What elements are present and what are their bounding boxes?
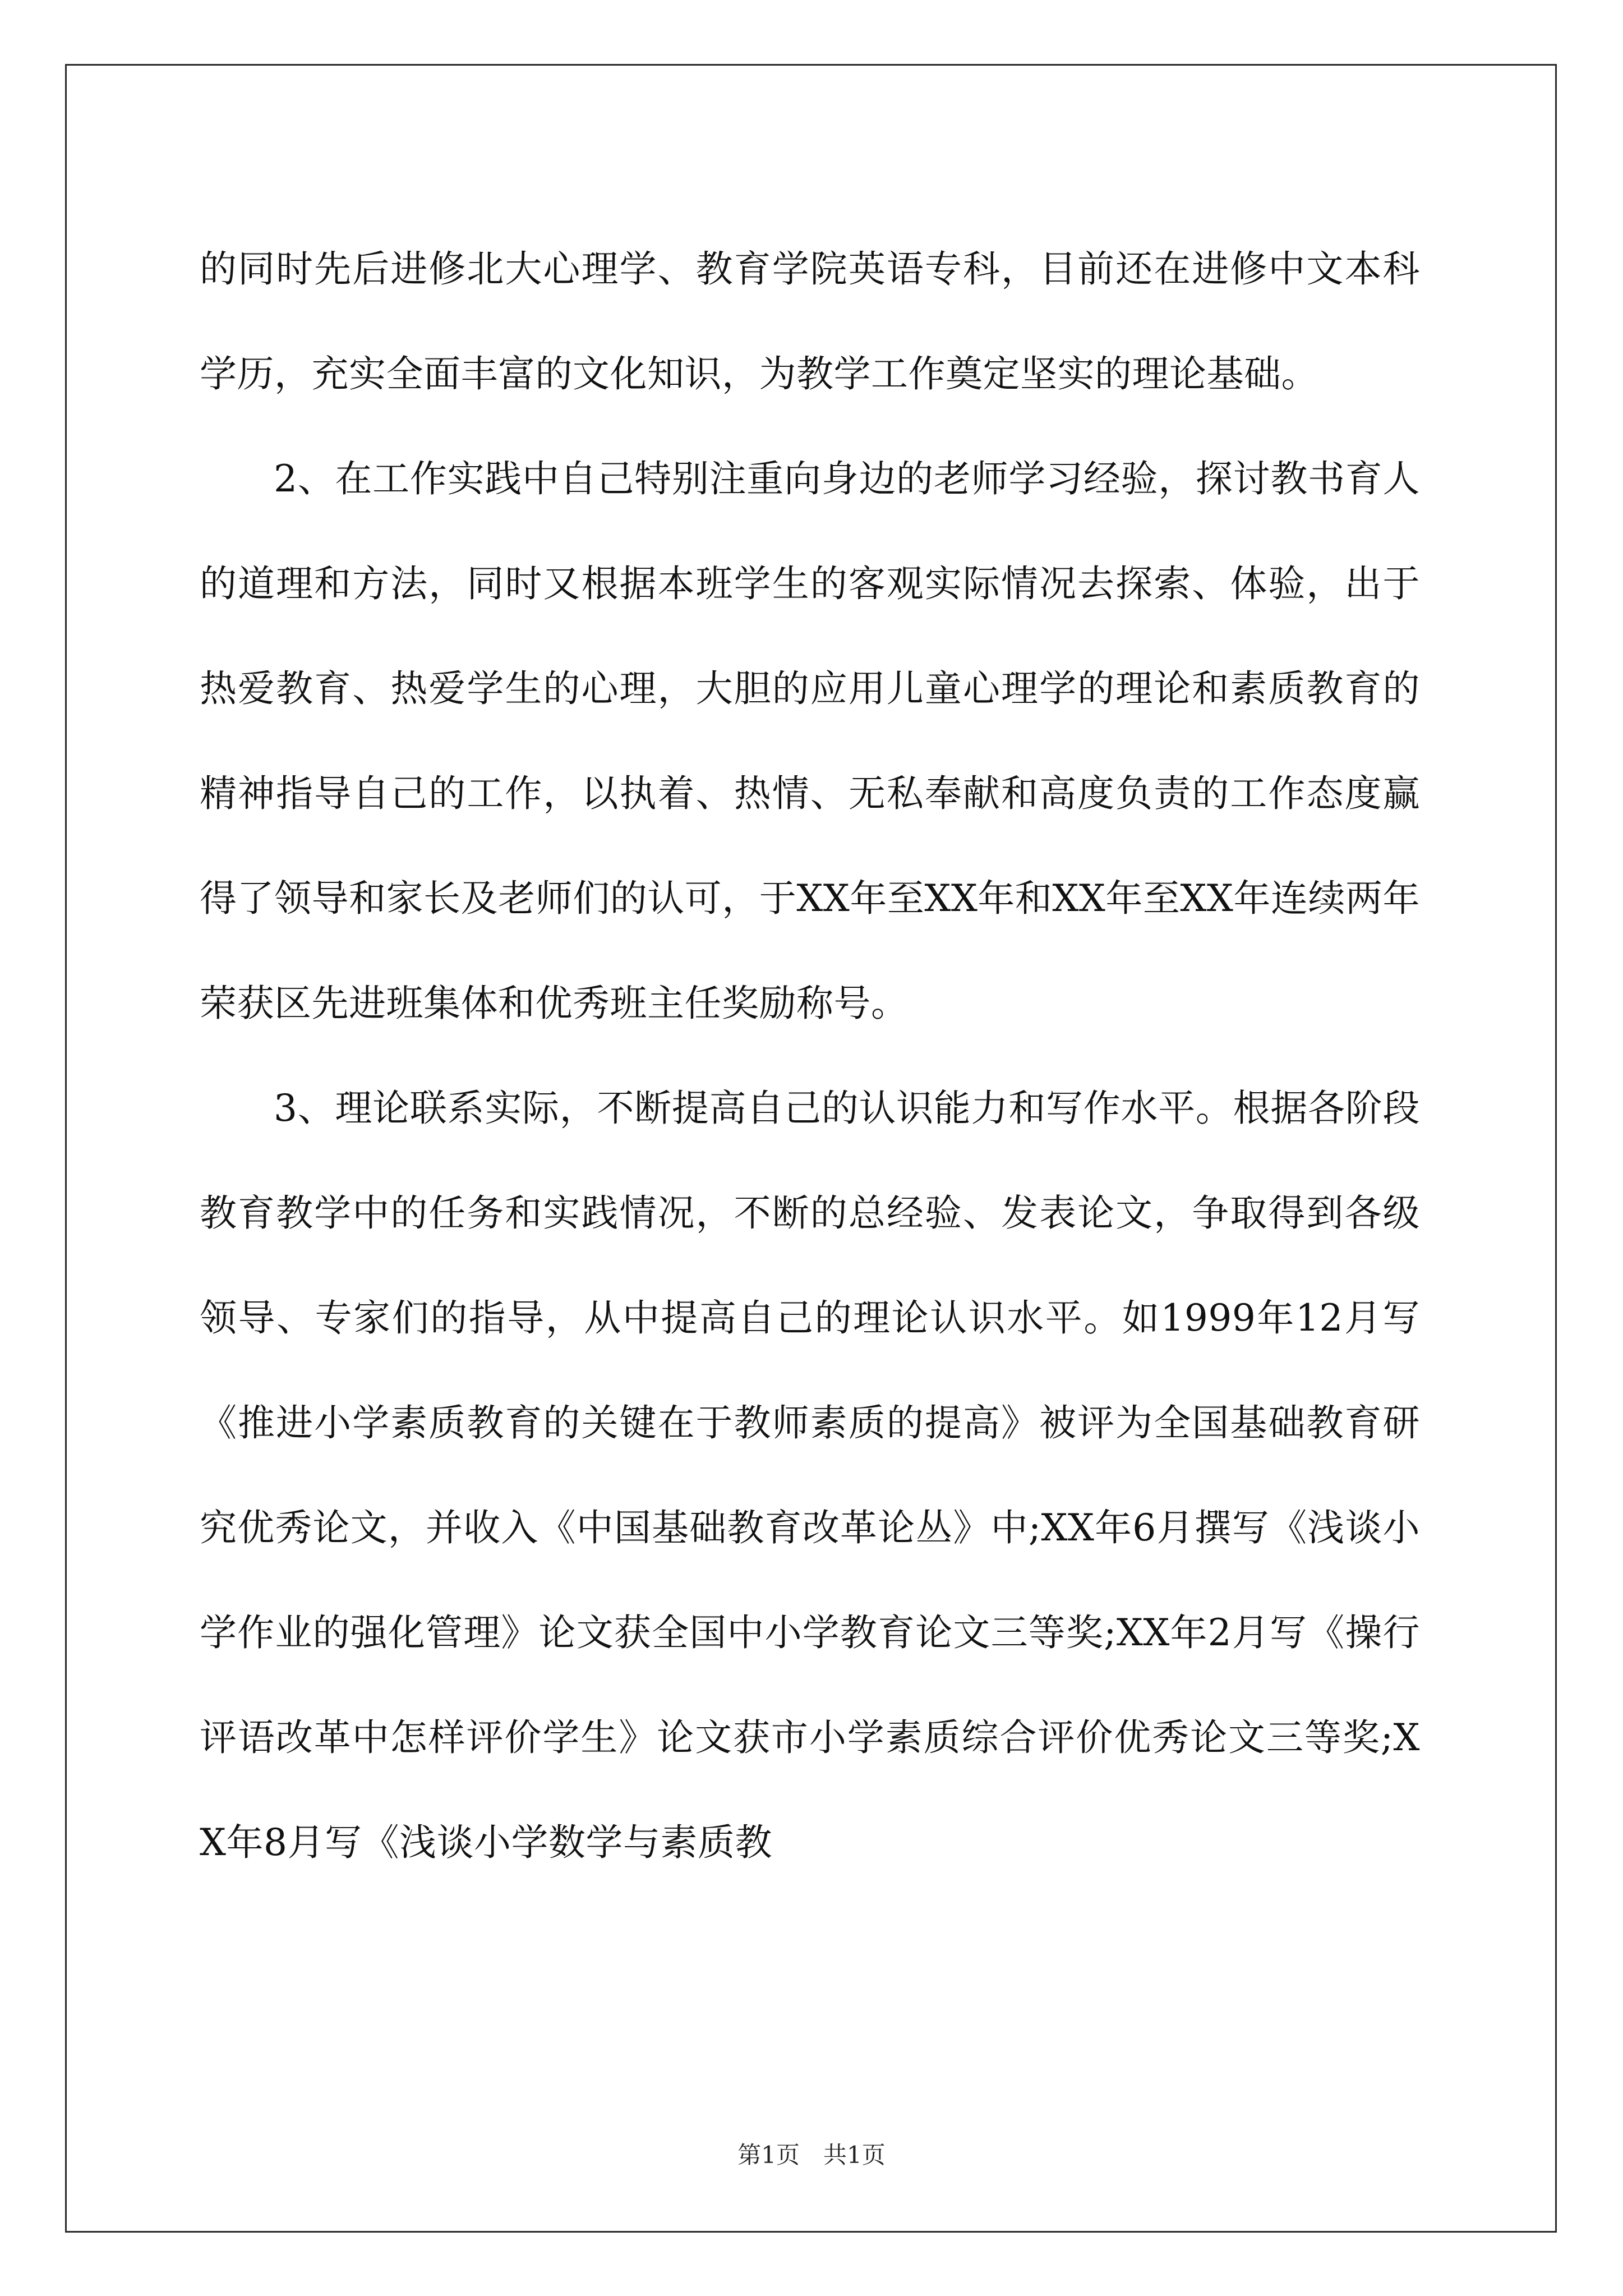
paragraph-2: 2、在工作实践中自己特别注重向身边的老师学习经验，探讨教书育人的道理和方法，同时又根据本班学生的客观实际情况去探索、体验，出于热爱教育、热爱学生的心理，大胆的应用儿童心理学的理论和素质教育的精神指导自己的工作，以执着、热情、无私奉献和高度负责的工作态度赢得了领导和家长及老师们的认可，于XX年至XX年和XX年至XX年连续两年荣获区先进班集体和优秀班主任奖励称号。 <box>200 457 1420 1025</box>
page-footer <box>0 2138 1623 2172</box>
document-body <box>200 217 1420 1895</box>
paragraph-1: 的同时先后进修北大心理学、教育学院英语专科，目前还在进修中文本科学历，充实全面丰富的文化知识，为教学工作奠定坚实的理论基础。 <box>200 247 1420 395</box>
paragraph-3: 3、理论联系实际，不断提高自己的认识能力和写作水平。根据各阶段教育教学中的任务和实践情况，不断的总经验、发表论文，争取得到各级领导、专家们的指导，从中提高自己的理论认识水平。如1999年12月写《推进小学素质教育的关键在于教师素质的提高》被评为全国基础教育研究优秀论文，并收入《中国基础教育改革论丛》中;XX年6月撰写《浅谈小学作业的强化管理》论文获全国中小学教育论文三等奖;XX年2月写《操行评语改革中怎样评价学生》论文获市小学素质综合评价优秀论文三等奖;XX年8月写《浅谈小学数学与素质教 <box>200 1087 1420 1864</box>
page-number: 第1页 共1页 <box>737 2141 886 2169</box>
